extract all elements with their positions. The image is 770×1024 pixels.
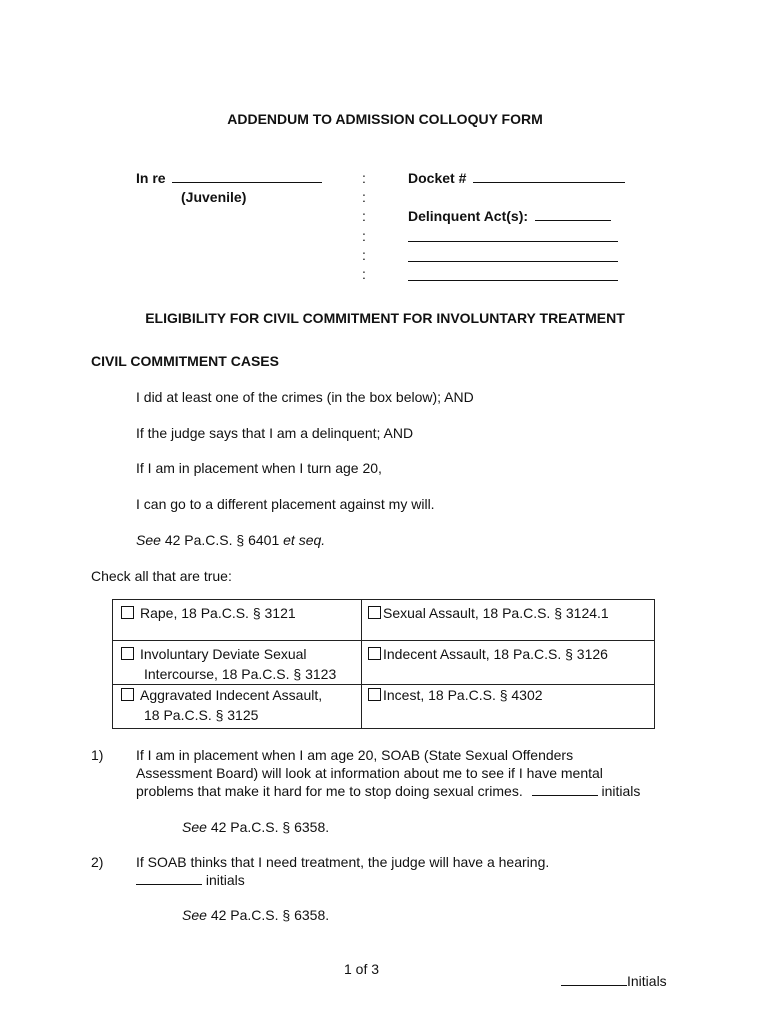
citation-line [136, 532, 325, 548]
delinquent-act-blank[interactable] [408, 268, 618, 281]
delinquent-acts-line [408, 208, 611, 224]
citation-line [182, 819, 329, 835]
item-text-line: If SOAB thinks that I need treatment, the judge will have a hearing. [136, 854, 550, 870]
citation-text: 42 Pa.C.S. § 6358. [210, 907, 330, 923]
see-signal: See [182, 819, 207, 835]
aggravated-indecent-assault-label: Aggravated Indecent Assault, [140, 687, 323, 703]
item-text-line [136, 783, 640, 799]
statement-line: I did at least one of the crimes (in the box below); AND [136, 389, 474, 405]
item-text: problems that make it hard for me to stop doing sexual crimes. [136, 783, 523, 799]
item-text-line: Assessment Board) will look at information about me to see if I have mental [136, 765, 603, 781]
docket-number-blank[interactable] [473, 170, 625, 183]
rape-label: Rape, 18 Pa.C.S. § 3121 [140, 605, 296, 621]
juvenile-label: (Juvenile) [181, 189, 247, 205]
initials-blank[interactable] [532, 783, 598, 796]
form-title: ADDENDUM TO ADMISSION COLLOQUY FORM [227, 111, 543, 127]
initials-label: initials [205, 872, 245, 888]
delinquent-acts-label: Delinquent Act(s): [408, 208, 529, 224]
crime-cell [362, 600, 655, 641]
citation-text: 42 Pa.C.S. § 6358. [210, 819, 330, 835]
delinquent-act-blank[interactable] [535, 208, 611, 221]
item-number: 2) [91, 854, 104, 870]
caption-colon: : [362, 266, 366, 282]
crime-cell [362, 641, 655, 685]
crime-cell [113, 641, 362, 685]
section-heading: ELIGIBILITY FOR CIVIL COMMITMENT FOR INVOLUNTARY TREATMENT [145, 310, 625, 326]
docket-label: Docket # [408, 170, 467, 186]
initials-label: initials [601, 783, 641, 799]
sexual-assault-label: Sexual Assault, 18 Pa.C.S. § 3124.1 [383, 605, 609, 621]
et-seq: et seq. [283, 532, 326, 548]
item-text-line [136, 872, 245, 888]
page-number: 1 of 3 [343, 961, 380, 977]
footer-initials [561, 973, 667, 989]
crimes-table [112, 599, 655, 729]
caption-colon: : [362, 247, 366, 263]
incest-label: Incest, 18 Pa.C.S. § 4302 [383, 687, 543, 703]
delinquent-act-blank[interactable] [408, 229, 618, 242]
incest-checkbox[interactable] [368, 688, 381, 701]
delinquent-act-blank[interactable] [408, 249, 618, 262]
statement-line: If I am in placement when I turn age 20, [136, 460, 382, 476]
caption-colon: : [362, 208, 366, 224]
in-re-line [136, 170, 322, 186]
caption-colon: : [362, 189, 366, 205]
juvenile-name-blank[interactable] [172, 170, 322, 183]
caption-colon: : [362, 228, 366, 244]
caption-colon: : [362, 170, 366, 186]
idsi-label: Involuntary Deviate Sexual [140, 646, 307, 662]
statement-line: If the judge says that I am a delinquent; AND [136, 425, 414, 441]
citation-text: 42 Pa.C.S. § 6401 [164, 532, 280, 548]
rape-checkbox[interactable] [121, 606, 134, 619]
crime-cell [113, 600, 362, 641]
aggravated-indecent-assault-label-cont: 18 Pa.C.S. § 3125 [144, 707, 259, 723]
see-signal: See [182, 907, 207, 923]
in-re-label: In re [136, 170, 166, 186]
check-instruction: Check all that are true: [91, 568, 232, 584]
footer-initials-blank[interactable] [561, 973, 627, 986]
indecent-assault-label: Indecent Assault, 18 Pa.C.S. § 3126 [383, 646, 608, 662]
statement-line: I can go to a different placement against my will. [136, 496, 435, 512]
idsi-label-cont: Intercourse, 18 Pa.C.S. § 3123 [144, 666, 337, 682]
crime-cell [362, 685, 655, 729]
citation-line [182, 907, 329, 923]
aggravated-indecent-assault-checkbox[interactable] [121, 688, 134, 701]
docket-line [408, 170, 625, 186]
crime-cell [113, 685, 362, 729]
initials-blank[interactable] [136, 872, 202, 885]
subheading: CIVIL COMMITMENT CASES [91, 353, 279, 369]
item-text-line: If I am in placement when I am age 20, SOAB (State Sexual Offenders [136, 747, 574, 763]
item-number: 1) [91, 747, 104, 763]
idsi-checkbox[interactable] [121, 647, 134, 660]
indecent-assault-checkbox[interactable] [368, 647, 381, 660]
footer-initials-label: Initials [627, 973, 667, 989]
sexual-assault-checkbox[interactable] [368, 606, 381, 619]
see-signal: See [136, 532, 161, 548]
